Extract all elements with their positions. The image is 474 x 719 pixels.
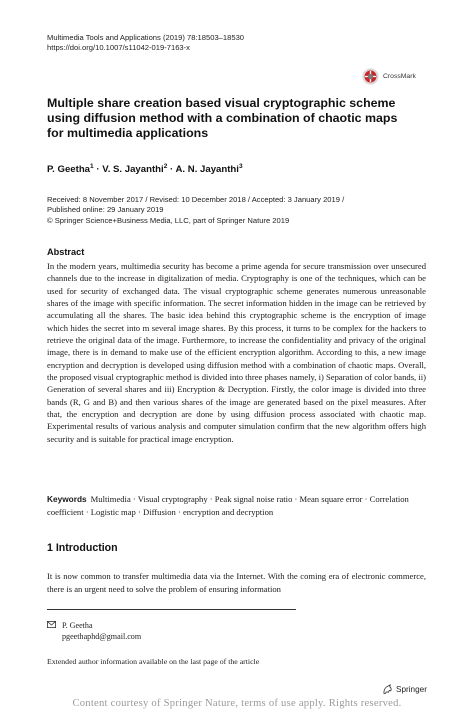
courtesy-notice: Content courtesy of Springer Nature, terms of use apply. Rights reserved. bbox=[72, 698, 402, 709]
abstract-heading: Abstract bbox=[47, 247, 85, 257]
publisher-name: Springer bbox=[396, 685, 427, 694]
journal-header bbox=[47, 33, 244, 53]
publication-history bbox=[47, 195, 427, 226]
keywords-label: Keywords bbox=[47, 494, 87, 504]
author-affiliation: 3 bbox=[238, 163, 243, 170]
history-received: Received: 8 November 2017 / Revised: 10 December 2018 / Accepted: 3 January 2019 / bbox=[47, 195, 345, 204]
corresponding-author bbox=[47, 620, 141, 642]
contact-email[interactable]: pgeethaphd@gmail.com bbox=[62, 632, 142, 641]
publisher-logo bbox=[382, 684, 427, 695]
journal-citation: Multimedia Tools and Applications (2019) 78:18503–18530 bbox=[47, 33, 245, 42]
footnote-divider bbox=[47, 609, 296, 610]
author-name[interactable]: P. Geetha bbox=[47, 164, 91, 176]
keywords-list: Multimedia · Visual cryptography · Peak signal noise ratio · Mean square error · Correlation coefficient · Logistic map · Diffusion · encryption and decryption bbox=[47, 494, 409, 517]
section-heading-introduction: 1 Introduction bbox=[47, 542, 118, 554]
article-title: Multiple share creation based visual cryptographic scheme using diffusion method with a combination of chaotic maps for multimedia applications bbox=[47, 96, 398, 140]
contact-name: P. Geetha bbox=[62, 621, 93, 630]
author-affiliation: 2 bbox=[163, 163, 168, 170]
springer-logo-icon bbox=[382, 684, 393, 695]
crossmark-icon bbox=[362, 68, 379, 85]
author-list bbox=[47, 163, 243, 175]
copyright-line: © Springer Science+Business Media, LLC, part of Springer Nature 2019 bbox=[47, 215, 290, 225]
crossmark-badge[interactable] bbox=[362, 68, 416, 85]
author-affiliation: 1 bbox=[90, 163, 94, 170]
abstract-text: In the modern years, multimedia security has become a prime agenda for secure transmission over unsecured channels due to the increase in digitalization of media. Cryptography is one of the techniques, which can be used for security of exchanged data. The visual cryptographic scheme generates numerous unreasonable shares of the image with specific information. The secret information hidden in the image can be retrieved by accumulating all the shares. The basic idea behind this cryptographic scheme is the encryption of image which hides the secret into m several image shares. By this process, it turns to be complex for the hackers to retrieve the original data of the image. Furthermore, to increase the confidentiality and privacy of the original image, there is in demand to make use of the efficient encryption algorithm. According to this, a new image encryption and decryption is developed using diffusion method with a combination of chaotic maps. Overall, the proposed visual cryptographic method is divided into three phases namely, i) Separation of color bands, ii) Generation of several shares and iii) Encryption & Decryption. Firstly, the color image is divided into three bands (R, G and B) and then various shares of the image are generated based on the pixel measures. After that, the encryption and decryption are done by using diffusion process associated with chaotic map. Experimental results of various analysis and computer simulation confirm that the new algorithm offers high security and is suitable for practical image encryption. bbox=[47, 261, 426, 444]
history-published: Published online: 29 January 2019 bbox=[47, 205, 164, 215]
author-separator: · bbox=[167, 164, 176, 176]
author-name[interactable]: A. N. Jayanthi bbox=[175, 164, 239, 176]
crossmark-label: CrossMark bbox=[383, 73, 416, 80]
doi-link[interactable]: https://doi.org/10.1007/s11042-019-7163-x bbox=[47, 43, 190, 53]
author-name[interactable]: V. S. Jayanthi bbox=[102, 164, 164, 176]
keywords-block bbox=[47, 493, 426, 518]
envelope-icon bbox=[47, 620, 57, 631]
author-separator: · bbox=[93, 164, 103, 176]
extended-author-info: Extended author information available on the last page of the article bbox=[47, 657, 260, 666]
introduction-text: It is now common to transfer multimedia data via the Internet. With the coming era of electronic commerce, there is an urgent need to solve the problem of ensuring information bbox=[47, 571, 426, 594]
